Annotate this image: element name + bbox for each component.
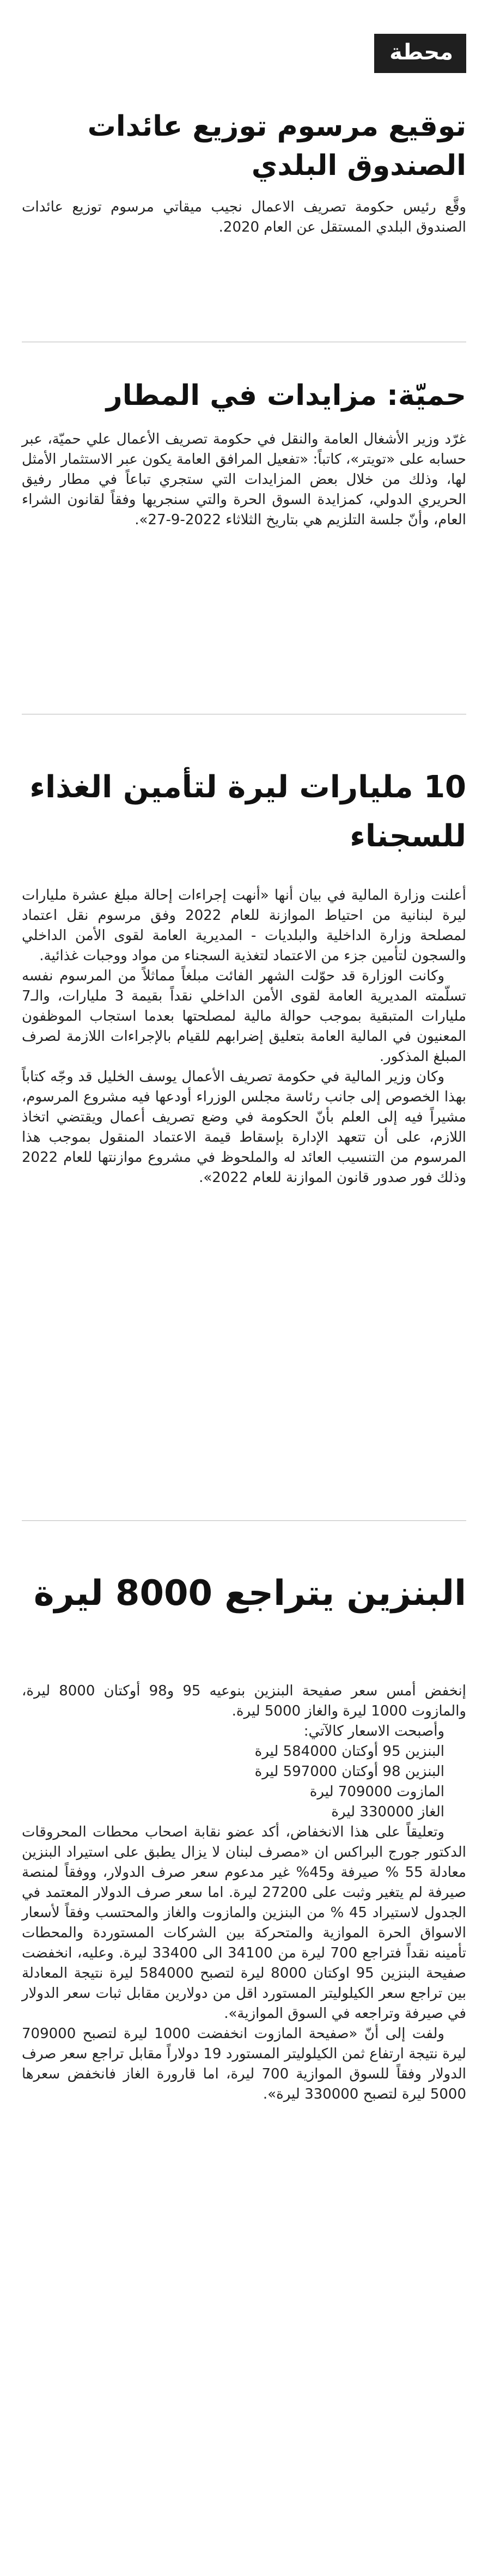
article-3-title: 10 مليارات ليرة لتأمين الغذاء للسجناء: [29, 769, 466, 854]
article-4-paragraph: وتعليقاً على هذا الانخفاض، أكد عضو نقابة اصحاب محطات المحروقات الدكتور جورج البراكس ان «مصرف لبنان لا يزال يطبق على استيراد البنزين معادلة 55 % صيرفة و45% غير مدعوم سعر صرف الدولار، ووفقاً لمنصة صيرفة لم يتغير وثبت على 27200 ليرة. اما سعر صرف الدولار المعتمد في الجدول لاستيراد 45 % من البنزين والمازوت والغاز والمحتسب وفقاً لأسعار الاسواق الحرة الموازية والمتحركة بين الشركات المستوردة والمحطات تأمينه نقداً فتراجع 700 ليرة من 34100 الى 33400 ليرة. وعليه، انخفضت صفيحة البنزين 95 اوكتان 8000 ليرة لتصبح 584000 ليرة نتيجة المعادلة بين تراجع سعر الكيلوليتر المستورد اقل من دولارين مقابل ثبات سعر الدولار في صيرفة وتراجعه في السوق الموازية».: [22, 1824, 466, 2022]
article-3-paragraph: وكان وزير المالية في حكومة تصريف الأعمال يوسف الخليل قد وجّه كتاباً بهذا الخصوص إلى جانب رئاسة مجلس الوزراء أودعها فيه مشروع المرسوم، مشيراً فيه إلى العلم بأنّ الحكومة في وضع تصريف أعمال ويقتضي اتخاذ اللازم، على أن تتعهد الإدارة بإسقاط قيمة الاعتماد المنقول بموجب هذا المرسوم من التنسيب العائد له والملحوظ في مشروع موازنتها للعام 2022 وذلك فور صدور قانون الموازنة للعام 2022».: [22, 1069, 466, 1186]
article-2-title: حميّة: مزايدات في المطار: [106, 379, 466, 412]
article-4-body: [22, 1681, 466, 2105]
price-list: [22, 1742, 466, 1822]
article-3-paragraph: وكانت الوزارة قد حوّلت الشهر الفائت مبلغاً مماثلاً من المرسوم نفسه تسلّمته المديرية العامة لقوى الأمن الداخلي نقداً بقيمة 3 مليارات، والـ7 مليارات المتبقية بموجب حوالة مالية لمصلحتها بعدما استجاب الموظفون المعنيون في المالية العامة بتعليق إضرابهم للقيام بالإجراءات اللازمة لصرف المبلغ المذكور.: [22, 968, 466, 1065]
divider: [22, 1520, 466, 1521]
article-2-body: [22, 429, 466, 530]
price-item: البنزين 95 أوكتان 584000 ليرة: [254, 1743, 444, 1760]
price-item: البنزين 98 أوكتان 597000 ليرة: [254, 1763, 444, 1780]
article-2-paragraph: غرّد وزير الأشغال العامة والنقل في حكومة تصريف الأعمال علي حميّة، عبر حسابه على «تويتر»، كاتباً: «تفعيل المرافق العامة يكون عبر الاستثمار الأمثل لها، وذلك من خلال بعض المزايدات التي ستجري تباعاً في مطار رفيق الحريري الدولي، كمزايدة السوق الحرة والتي سنجريها وفقاً لقانون الشراء العام، وأنّ جلسة التلزيم هي بتاريخ الثلاثاء 2022-9-27».: [22, 431, 466, 528]
article-3-body: [22, 886, 466, 1188]
section-badge: محطة: [374, 34, 466, 73]
article-4-paragraph: ولفت إلى أنّ «صفيحة المازوت انخفضت 1000 ليرة لتصبح 709000 ليرة نتيجة ارتفاع ثمن الكيلوليتر المستورد 19 دولاراً مقابل تراجع سعر صرف الدولار وفقاً للسوق الموازية 700 ليرة، اما قارورة الغاز فانخفض سعرها 5000 ليرة لتصبح 330000 ليرة».: [22, 2026, 466, 2102]
article-1-body: [22, 197, 466, 238]
article-3-paragraph: أعلنت وزارة المالية في بيان أنها «أنهت إجراءات إحالة مبلغ عشرة مليارات ليرة لبنانية من احتياط الموازنة للعام 2022 وفق مرسوم نقل اعتماد لمصلحة وزارة الداخلية والبلديات - المديرية العامة لقوى الأمن الداخلي والسجون لتأمين جزء من الاعتماد لتغذية السجناء من مواد ووجبات غذائية.: [22, 887, 466, 964]
article-1-title: توقيع مرسوم توزيع عائدات الصندوق البلدي: [87, 110, 466, 182]
article-1-paragraph: وقَّع رئيس حكومة تصريف الاعمال نجيب ميقاتي مرسوم توزيع عائدات الصندوق البلدي المستقل عن العام 2020.: [22, 199, 466, 235]
price-item: المازوت 709000 ليرة: [309, 1784, 444, 1800]
article-4-list-title: وأصبحت الاسعار كالآتي:: [303, 1723, 444, 1739]
article-4-intro: إنخفض أمس سعر صفيحة البنزين بنوعيه 95 و98 أوكتان 8000 ليرة، والمازوت 1000 ليرة والغاز 5000 ليرة.: [22, 1683, 466, 1719]
article-4-title: البنزين يتراجع 8000 ليرة: [33, 1573, 466, 1614]
price-item: الغاز 330000 ليرة: [331, 1804, 444, 1820]
